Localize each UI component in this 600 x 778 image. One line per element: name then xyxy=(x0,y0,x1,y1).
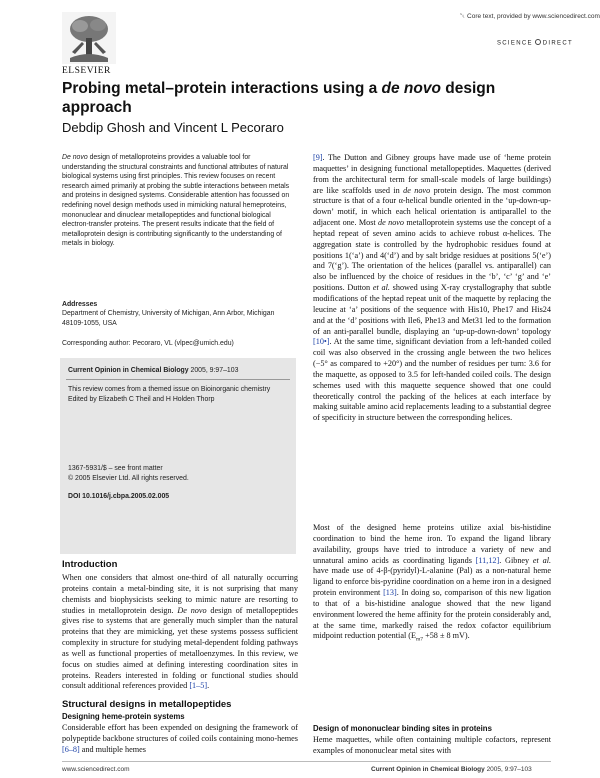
sciencedirect-dot-icon xyxy=(535,39,541,45)
subsection-heading-mononuclear: Design of mononuclear binding sites in proteins xyxy=(313,724,492,733)
info-box-divider xyxy=(66,379,290,380)
journal-citation: Current Opinion in Chemical Biology 2005, 9:97–103 xyxy=(68,367,239,374)
corresponding-author: Corresponding author: Pecoraro, VL (vlpec@umich.edu) xyxy=(62,340,234,347)
reference-link[interactable]: [10•] xyxy=(313,337,330,347)
core-provider-text[interactable]: ␀ Core text, provided by www.sciencedirect.com xyxy=(460,13,600,20)
subsection-heading-heme: Designing heme-protein systems xyxy=(62,712,185,721)
section-heading-structural: Structural designs in metallopeptides xyxy=(62,699,232,710)
sciencedirect-left: SCIENCE xyxy=(497,40,533,47)
elsevier-tree-logo xyxy=(62,12,116,64)
reference-link[interactable]: [11,12] xyxy=(475,555,500,565)
sciencedirect-right: DIRECT xyxy=(542,40,573,47)
mononuclear-text: Heme maquettes, while often containing multiple cofactors, represent examples of mononuclear metal sites with xyxy=(313,735,551,755)
reference-link[interactable]: [6–8] xyxy=(62,744,80,754)
introduction-text: When one considers that almost one-third of all naturally occurring proteins contain a metal-binding site, it is not surprising that many chemists and biophysicists seeking to mimic nature are resorting to studies in metalloprotein design. De novo design of metallopeptides gives rise to systems that are generally much simpler than the natural proteins that they are mimicking, yet these systems possess sufficient complexity in structure for studying metal-dependent folding pathways as well as functional properties of metalloenzymes. In this review, we focus on studies aimed at defining interesting coordination sites in proteins. Readers interested in folding or functional studies should consult additional references provided [1–5]. xyxy=(62,573,299,691)
article-title: Probing metal–protein interactions using a de novo design approach xyxy=(62,80,496,116)
address-text: Department of Chemistry, University of Michigan, Ann Arbor, Michigan 48109-1055, USA xyxy=(62,310,275,327)
section-heading-introduction: Introduction xyxy=(62,559,118,570)
footer-citation: Current Opinion in Chemical Biology 2005, 9:97–103 xyxy=(371,766,532,773)
footer-divider xyxy=(62,761,551,762)
abstract: De novo design of metalloproteins provides a valuable tool for understanding the structural constraints and functional attributes of natural biological systems using first principles. This review focuses on recent research aimed primarily at probing the subtle interactions between metals and proteins in designed systems. Considerable attention has focussed on redefining novel design methods used in mimicking natural hemeproteins, mononuclear and dinuclear metallopeptides and functional biological electron-transfer proteins. The present results indicate that the field of metalloprotein design is contributing significantly to the understanding of metals in biology. xyxy=(62,154,290,248)
sciencedirect-logo xyxy=(497,40,573,47)
doi-text[interactable]: DOI 10.1016/j.cbpa.2005.02.005 xyxy=(68,493,170,500)
reference-link[interactable]: [9] xyxy=(313,153,323,162)
article-authors: Debdip Ghosh and Vincent L Pecoraro xyxy=(62,120,284,135)
addresses-label: Addresses xyxy=(62,301,98,308)
reference-link[interactable]: [1–5] xyxy=(189,681,208,691)
issn-copyright: 1367-5931/$ – see front matter © 2005 Elsevier Ltd. All rights reserved. xyxy=(68,465,189,482)
ligand-paragraph: Most of the designed heme proteins utilize axial bis-histidine coordination to bind the heme iron. To expand the ligand library availability, groups have tried to introduce a variety of new and unnatural amino acids as coordinating ligands [11,12]. Gibney et al. have made use of 4-β-(pyridyl)-L-alanine (Pal) as a non-natural heme ligand to enforce bis-pyridine coordination on a heme iron in a designed protein environment [13]. In doing so, comparison of this new ligation to that of a bis-histidine analogue showed that the new ligand environment lowered the heme affinity for the protein considerably and, at the same time, markedly raised the redox cofactor equilibrium midpoint reduction potential ($E_{m7} +58 \pm 8$ mV). xyxy=(313,523,552,644)
reference-link[interactable]: [13] xyxy=(383,588,397,598)
publisher-name: ELSEVIER xyxy=(62,66,111,76)
heme-text: Considerable effort has been expended on designing the framework of polypeptide backbone structures of coiled coils containing mono-hemes [6–8] and multiple hemes xyxy=(62,723,298,754)
maquette-paragraph: [9]. The Dutton and Gibney groups have made use of ‘heme protein maquettes’ in designing functional metallopeptides. Maquettes (derived from the architectural term for small-scale models of large buildings) are like scaffolds used in de novo protein design. The most common structure is that of a four α-helical bundle oriented in the ‘up-down-up-down’ motif, in which each helical orientation is antiparallel to the adjacent one. Most de novo metalloprotein systems use the concept of a heptad repeat of seven amino acids to achieve robust α-helices. The aggregation state is controlled by the hydrophobic residues found at positions 1(‘a’) and 4(‘d’) and by salt bridge residues at positions 5(‘e’) and 7(‘g’). The orientation of the helices (parallel vs. antiparallel) can also be influenced by the choice of residues in the ‘b’, ‘c’ ‘g’ and ‘e’ positions. Dutton et al. showed using X-ray crystallography that subtle modifications of the heptad repeat unit of the maquette by replacing the leucine at ‘a’ positions of the sequence with His10, Phe17 and His24 and at the ‘d’ positions with Ile6, Phe13 and Met31 led to the formation of an anti-parallel bundle, displaying an ‘up-up-down-down’ topology [10•]. At the same time, significant deviation from a left-handed coiled coil was also observed in the crossing angle between the two helices (−5° as compared to +20°) and the number of residues per turn: 3.6 for the maquette, as opposed to 3.5 for left-handed coiled coils. The design schemes used with this maquette sequence showed that one could theoretically control the packing of the helices at each interface by making suitable amino acid replacements leading to a substantial degree of specificity in structure between the corresponding helices. xyxy=(313,153,551,423)
themed-issue-note: This review comes from a themed issue on Bioinorganic chemistry Edited by Elizabeth C Theil and H Holden Thorp xyxy=(68,386,271,403)
footer-website[interactable]: www.sciencedirect.com xyxy=(62,766,130,773)
